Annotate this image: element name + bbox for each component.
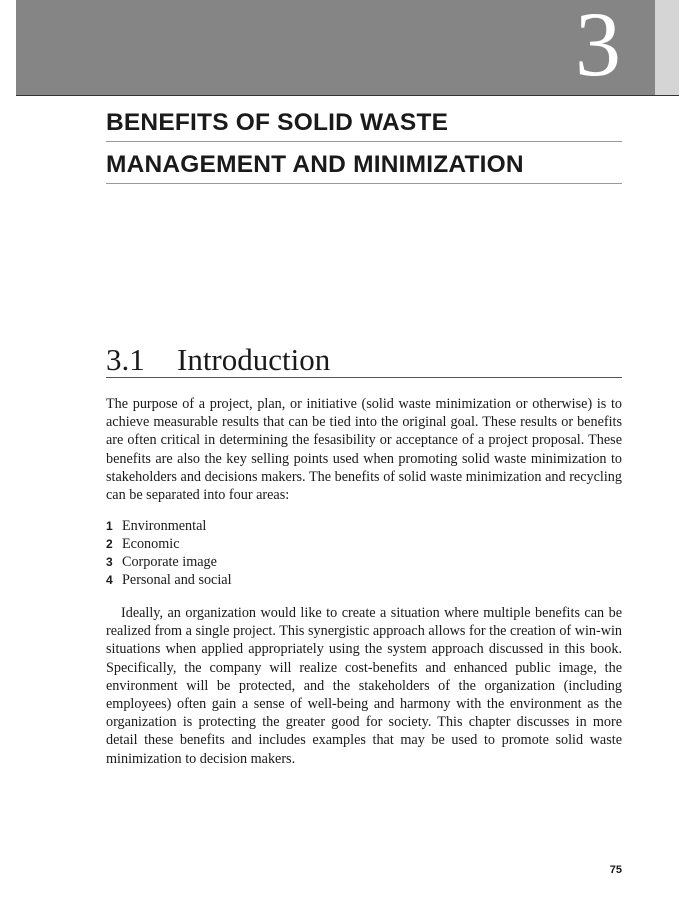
section-title: Introduction <box>177 342 331 377</box>
body-paragraph: Ideally, an organization would like to create a situation where multiple benefits can be realized from a single project. This synergistic approach allows for the creation of win-win situations when applied appropriately using the system approach discussed in this book. Specifically, the company will realize cost-benefits and enhanced public image, the environment will be protected, and the stakeholders of the organization (including employees) often gain a sense of well-being and harmony with the environment as the organization is protecting the greater good for society. This chapter discusses in more detail these benefits and includes examples that may be used to promote solid waste minimization to decision makers. <box>106 605 622 767</box>
section-heading <box>106 340 622 378</box>
list-item-text: Environmental <box>122 518 207 534</box>
page-number: 75 <box>609 864 622 876</box>
list-item-text: Corporate image <box>122 554 217 570</box>
list-item-number: 1 <box>106 519 113 533</box>
list-item-number: 3 <box>106 555 113 569</box>
list-item-number: 4 <box>106 573 113 587</box>
list-item <box>106 517 622 535</box>
list-item-text: Personal and social <box>122 572 232 588</box>
benefit-areas-list <box>106 517 622 589</box>
chapter-title-line-2: MANAGEMENT AND MINIMIZATION <box>106 149 622 184</box>
chapter-header-band <box>16 0 655 96</box>
list-item <box>106 553 622 571</box>
chapter-header-tab <box>655 0 679 96</box>
intro-paragraph: The purpose of a project, plan, or initiative (solid waste minimization or otherwise) is to achieve measurable results that can be tied into the original goal. These results or benefits are often critical in determining the fesasibility or acceptance of a project proposal. These benefits are also the key selling points used when promoting solid waste minimization to stakeholders and decisions makers. The benefits of solid waste minimization and recycling can be separated into four areas: <box>106 396 622 504</box>
list-item-text: Economic <box>122 536 180 552</box>
list-item-number: 2 <box>106 537 113 551</box>
chapter-title-line-1: BENEFITS OF SOLID WASTE <box>106 107 622 142</box>
chapter-number: 3 <box>575 0 621 95</box>
list-item <box>106 571 622 589</box>
list-item <box>106 535 622 553</box>
section-number: 3.1 <box>106 342 145 377</box>
